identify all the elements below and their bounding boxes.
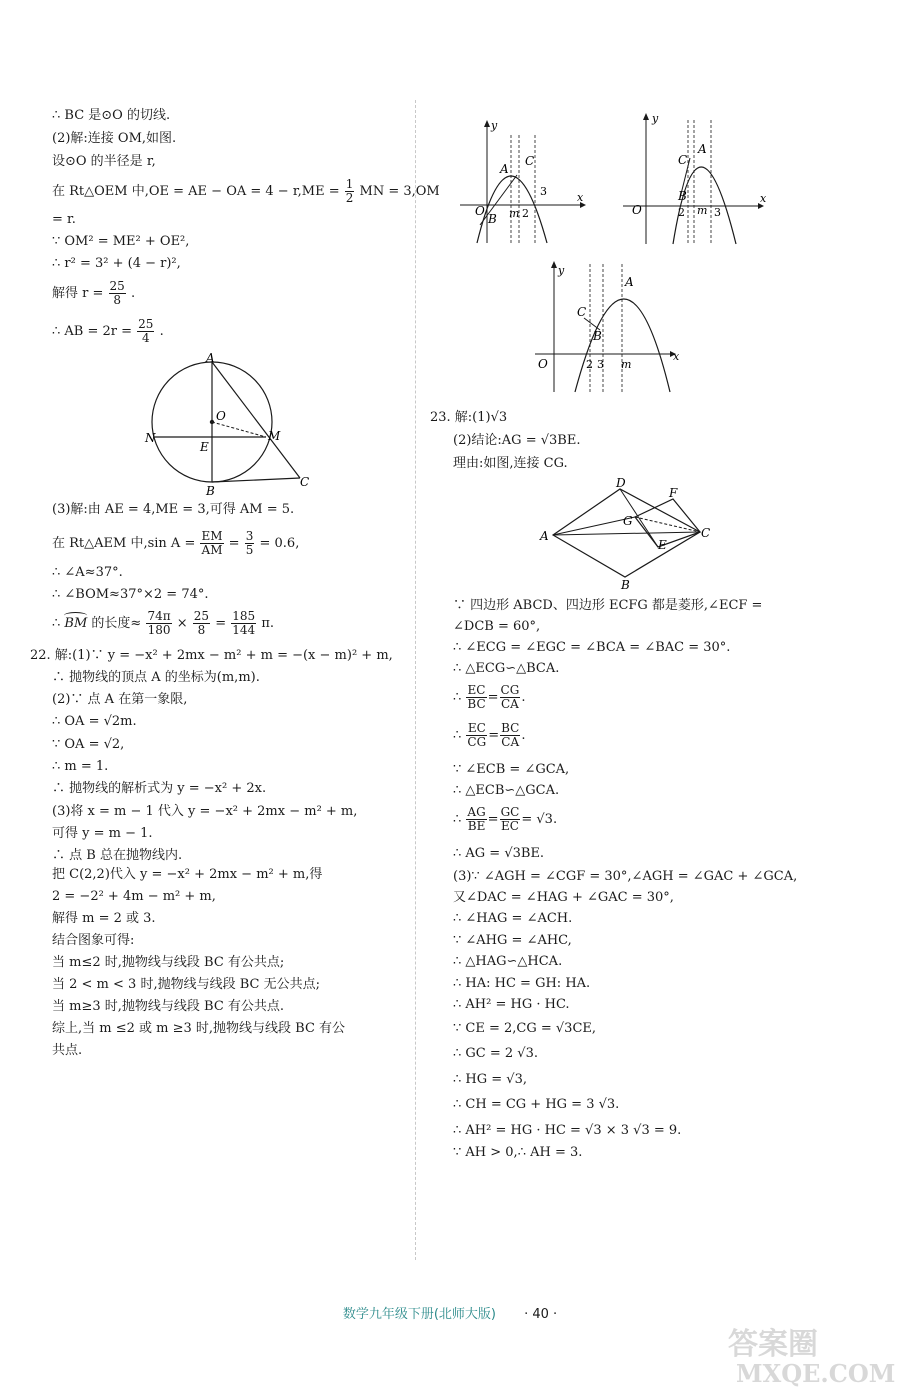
text-line: ∵ CE = 2,CG = √3CE,	[453, 1021, 597, 1036]
text-line: ∴ AH² = HG · HC = √3 × 3 √3 = 9.	[453, 1123, 682, 1138]
text-line: 解得 r = $\frac{25}{8}$ .	[52, 279, 136, 307]
axis-x-label: x	[760, 192, 767, 205]
text-line: = r.	[52, 212, 76, 227]
text-line: 在 Rt△OEM 中,OE = AE − OA = 4 − r,ME = $\frac{1}{2}$ MN = 3,OM	[52, 177, 440, 205]
text-line: (3)∵ ∠AGH = ∠CGF = 30°,∠AGH = ∠GAC + ∠GCA,	[453, 869, 798, 884]
text-line: 2 = −2² + 4m − m² + m,	[52, 889, 216, 904]
tick-m: m	[509, 207, 520, 220]
text-line: ∠DCB = 60°,	[453, 619, 541, 634]
text-line: ∴ 抛物线的顶点 A 的坐标为(m,m).	[52, 670, 260, 685]
label-B: B	[206, 484, 215, 498]
label-F: F	[669, 486, 678, 500]
text-line: 共点.	[52, 1043, 83, 1058]
text-line: ∴ △ECG∽△BCA.	[453, 661, 560, 676]
text-line: 22. 解:(1)∵ y = −x² + 2mx − m² + m = −(x − m)² + m,	[30, 648, 393, 663]
text-line: ∴ r² = 3² + (4 − r)²,	[52, 256, 181, 271]
tick-m: m	[697, 204, 708, 217]
text-line: ∴ ∠A≈37°.	[52, 565, 123, 580]
text-line: ∴ GC = 2 √3.	[453, 1046, 538, 1061]
watermark-logo	[700, 1310, 900, 1390]
point-C-label: C	[678, 153, 688, 167]
tick-3: 3	[714, 206, 721, 219]
tick-3: 3	[540, 185, 547, 198]
text-line: ∵ AH > 0,∴ AH = 3.	[453, 1145, 583, 1160]
circle-figure	[140, 350, 320, 500]
text-line: 解得 m = 2 或 3.	[52, 911, 156, 926]
origin-label: O	[475, 204, 485, 218]
text-line: ∴ ∠ECG = ∠EGC = ∠BCA = ∠BAC = 30°.	[453, 640, 731, 655]
origin-label: O	[538, 357, 548, 371]
text-line: 设⊙O 的半径是 r,	[52, 154, 156, 169]
axis-y-label: y	[652, 112, 659, 125]
text-line: ∴ CH = CG + HG = 3 √3.	[453, 1097, 620, 1112]
text-line: ∵ OA = √2,	[52, 737, 125, 752]
svg-text:答案圈: 答案圈	[728, 1327, 818, 1362]
label-B: B	[621, 578, 630, 592]
text-line: (3)解:由 AE = 4,ME = 3,可得 AM = 5.	[52, 502, 295, 517]
tick-2: 2	[586, 358, 593, 371]
point-A-label: A	[698, 142, 707, 156]
text-line: ∴ AB = 2r = $\frac{25}{4}$ .	[52, 317, 164, 345]
parabola-graph-1	[455, 115, 590, 250]
text-line: ∵ 四边形 ABCD、四边形 ECFG 都是菱形,∠ECF =	[453, 598, 763, 613]
text-line: ∴ $\frac{EC}{CG}$ = $\frac{BC}{CA}$ .	[453, 721, 526, 749]
label-O: O	[216, 409, 226, 423]
text-line: ∵ OM² = ME² + OE²,	[52, 234, 190, 249]
text-line: ∴ AH² = HG · HC.	[453, 997, 570, 1012]
label-G: G	[623, 514, 633, 528]
text-line: ∴ ∠HAG = ∠ACH.	[453, 911, 573, 926]
point-B-label: B	[488, 212, 497, 226]
text-line: ∴ $\frac{AG}{BE}$ = $\frac{GC}{EC}$ = √3.	[453, 805, 558, 833]
text-line: (3)将 x = m − 1 代入 y = −x² + 2mx − m² + m,	[52, 804, 358, 819]
origin-label: O	[632, 203, 642, 217]
text-line: 可得 y = m − 1.	[52, 826, 153, 841]
label-N: N	[145, 431, 156, 445]
text-line: 结合图象可得:	[52, 933, 135, 948]
tick-m: m	[621, 358, 632, 371]
text-line: ∴ △HAG∽△HCA.	[453, 954, 563, 969]
text-line: 又∠DAC = ∠HAG + ∠GAC = 30°,	[453, 890, 674, 905]
text-line: ∵ ∠ECB = ∠GCA,	[453, 762, 570, 777]
rhombus-figure	[535, 475, 720, 595]
point-C-label: C	[525, 154, 535, 168]
point-B-label: B	[678, 189, 687, 203]
text-line: (2)∵ 点 A 在第一象限,	[52, 692, 188, 707]
label-C: C	[300, 475, 310, 489]
label-C: C	[701, 526, 711, 540]
label-A: A	[540, 529, 549, 543]
text-line: 当 m≥3 时,抛物线与线段 BC 有公共点.	[52, 999, 285, 1014]
tick-2: 2	[678, 206, 685, 219]
label-M: M	[268, 429, 281, 443]
text-line: ∴ 抛物线的解析式为 y = −x² + 2x.	[52, 781, 267, 796]
axis-y-label: y	[491, 119, 498, 132]
text-line: 23. 解:(1)√3	[430, 410, 508, 425]
svg-text:MXQE.COM: MXQE.COM	[736, 1359, 896, 1388]
parabola-graph-2	[618, 110, 778, 250]
text-line: 当 2 < m < 3 时,抛物线与线段 BC 无公共点;	[52, 977, 320, 992]
text-line: ∵ ∠AHG = ∠AHC,	[453, 933, 572, 948]
text-line: ∴ BC 是⊙O 的切线.	[52, 108, 171, 123]
label-E: E	[200, 440, 209, 454]
point-B-label: B	[593, 329, 602, 343]
tick-3: 3	[597, 358, 604, 371]
label-E: E	[658, 538, 667, 552]
text-line: ∴ m = 1.	[52, 759, 109, 774]
label-A: A	[206, 351, 215, 365]
book-title: 数学九年级下册(北师大版)	[342, 1307, 496, 1322]
tick-2: 2	[522, 207, 529, 220]
text-line: ∴ AG = √3BE.	[453, 846, 545, 861]
text-line: ∴ BM 的长度≈ $\frac{74\pi}{180}$ × $\frac{25}{8}$ = $\frac{185}{144}$ π.	[52, 609, 274, 637]
label-D: D	[616, 476, 626, 490]
text-line: (2)结论:AG = √3BE.	[453, 433, 581, 448]
text-line: ∴ ∠BOM≈37°×2 = 74°.	[52, 587, 209, 602]
text-line: ∴ OA = √2m.	[52, 714, 137, 729]
parabola-graph-3	[530, 258, 690, 398]
text-line: ∴ $\frac{EC}{BC}$ = $\frac{CG}{CA}$ .	[453, 683, 526, 711]
text-line: (2)解:连接 OM,如图.	[52, 131, 177, 146]
axis-y-label: y	[558, 264, 565, 277]
point-C-label: C	[577, 305, 587, 319]
text-line: ∴ 点 B 总在抛物线内.	[52, 848, 183, 863]
text-line: 综上,当 m ≤2 或 m ≥3 时,抛物线与线段 BC 有公	[52, 1021, 346, 1036]
page-number: · 40 ·	[524, 1307, 558, 1322]
text-line: 在 Rt△AEM 中,sin A = $\frac{EM}{AM}$ = $\frac{3}{5}$ = 0.6,	[52, 529, 300, 557]
text-line: ∴ HA: HC = GH: HA.	[453, 976, 591, 991]
point-A-label: A	[625, 275, 634, 289]
text-line: 当 m≤2 时,抛物线与线段 BC 有公共点;	[52, 955, 285, 970]
axis-x-label: x	[577, 191, 584, 204]
text-line: ∴ HG = √3,	[453, 1072, 527, 1087]
point-A-label: A	[500, 162, 509, 176]
text-line: ∴ △ECB∽△GCA.	[453, 783, 560, 798]
axis-x-label: x	[673, 350, 680, 363]
text-line: 把 C(2,2)代入 y = −x² + 2mx − m² + m,得	[52, 867, 323, 882]
column-divider	[415, 100, 416, 1260]
text-line: 理由:如图,连接 CG.	[453, 456, 568, 471]
